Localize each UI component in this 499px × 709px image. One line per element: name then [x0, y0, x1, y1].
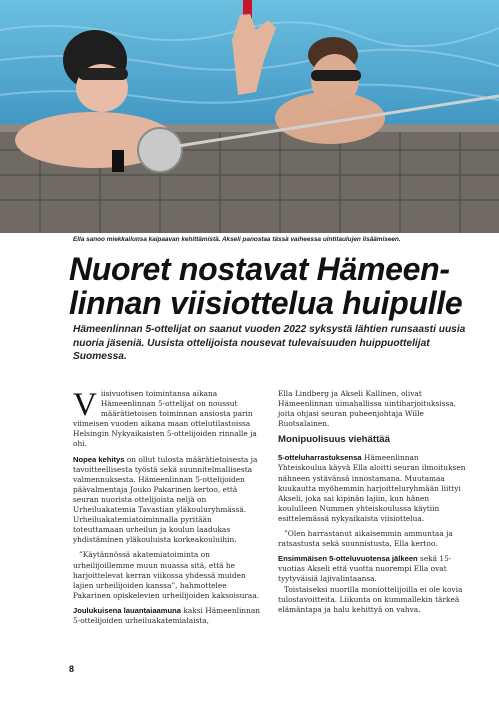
- swimmer-left-goggles: [78, 68, 128, 80]
- paragraph-text: Hämeenlinnan Yhteiskoulua käyvä Ella aloitti seuran ilmoituksen nähneen ystävänsä innostamana. Muutamaa kuukautta myöhemmin harjoitteluryhmään liittyi Akseli, joka sai kipinän lajiin, kun hänen koululleen Nummen yhteiskoulussa käytiin esittelemässä nykyaikaista viisiottelua.: [278, 453, 466, 523]
- paragraph: ”Olen harrastanut aikaisemmin ammuntaa ja ratsastusta sekä suunnistusta, Ella kertoo.: [278, 529, 453, 549]
- paragraph: ”Käytännössä akatemiatoiminta on urheilijoillemme muun muassa sitä, että he harjoittelevat kerran viikossa yhdessä muiden lajien urheilijoiden kanssa”, hahmottelee Pakarinen opiskelevien urheilijoiden kaksoisuraa.: [73, 550, 260, 600]
- section-subheading: Monipuolisuus viehättää: [278, 434, 390, 446]
- swimmer-watch: [112, 150, 124, 172]
- article-photo: [0, 0, 499, 233]
- intro-paragraph: [73, 389, 264, 450]
- article-lead: Hämeenlinnan 5-ottelijat on saanut vuoden 2022 syksystä lähtien runsaasti uusia nuoria jäseniä. Uusista ottelijoista nousevat tulevaisuuden huippuottelijat Suomessa.: [73, 324, 466, 362]
- paragraph: [278, 554, 469, 584]
- intro-text: iisivuotisen toimintansa aikana Hämeenlinnan 5-ottelijat on noussut määrätietoisen toiminnan ansiosta parin viimeisen vuoden aikana maan ottelutilastoissa Helsingin Nykyaikaisten 5-ottelijoiden rinnalle ja ohi.: [73, 389, 257, 449]
- run-in-heading: Joulukuisena lauantaiaamuna: [73, 605, 182, 615]
- run-in-heading: Ensimmäisen 5-otteluvuotensa jälkeen: [278, 554, 418, 564]
- text-column-left: [73, 389, 264, 626]
- paragraph-text: on ollut tulosta määrätietoisesta ja tavoitteellisesta työstä sekä suunnitelmallisesta valmennuksesta. Hämeenlinnan 5-ottelijoiden päävalmentaja Jouko Pakarinen kertoo, että seuran nuorista ottelijoista neljä on Urheiluakatemia Tavastian yläkouluryhmässä. Urheiluakatemiatoiminnalla pyritään toteuttamaan urheilun ja koulun laadukas yhdistäminen yläkouluista korkeakouluihin.: [73, 454, 258, 545]
- paragraph: Ella Lindberg ja Akseli Kallinen, olivat Hämeenlinnan uimahallissa uintiharjoituksissa, joita ohjasi seuran puheenjohtaja Wille Ruotsalainen.: [278, 389, 456, 429]
- paragraph: [278, 453, 469, 524]
- page-number: 8: [69, 664, 75, 674]
- paragraph: [73, 455, 264, 546]
- swimmer-right-goggles: [311, 70, 361, 81]
- fencing-bell-guard: [138, 128, 182, 172]
- article-headline: [69, 252, 489, 320]
- paragraph-text: kaksi Hämeenlinnan 5-ottelijoiden urheiluakatemialaista,: [73, 605, 261, 625]
- drop-cap: V: [73, 387, 97, 423]
- paragraph-text: sekä 15-vuotias Akseli että vuotta nuorempi Ella ovat tyytyväisiä lajivalintaansa.: [278, 554, 452, 584]
- headline-line-1: Nuoret nostavat Hämeen-: [69, 251, 450, 287]
- run-in-heading: Nopea kehitys: [73, 454, 125, 464]
- run-in-heading: 5-otteluharrastuksensa: [278, 453, 362, 463]
- headline-line-2: linnan viisiottelua huipulle: [69, 285, 463, 321]
- paragraph: Toistaiseksi nuorilla moniottelijoilla ei ole kovia tulostavoitteita. Liikunta on kummallekin tärkeä elämäntapa ja halu kehittyä on vahva.: [278, 584, 463, 614]
- text-column-right: [278, 389, 469, 620]
- photo-caption: Ella sanoo miekkailunsa kaipaavan kehittämistä. Akseli panostaa tässä vaiheessa uintitaulujen lisäämiseen.: [73, 236, 401, 243]
- paragraph: [73, 606, 264, 626]
